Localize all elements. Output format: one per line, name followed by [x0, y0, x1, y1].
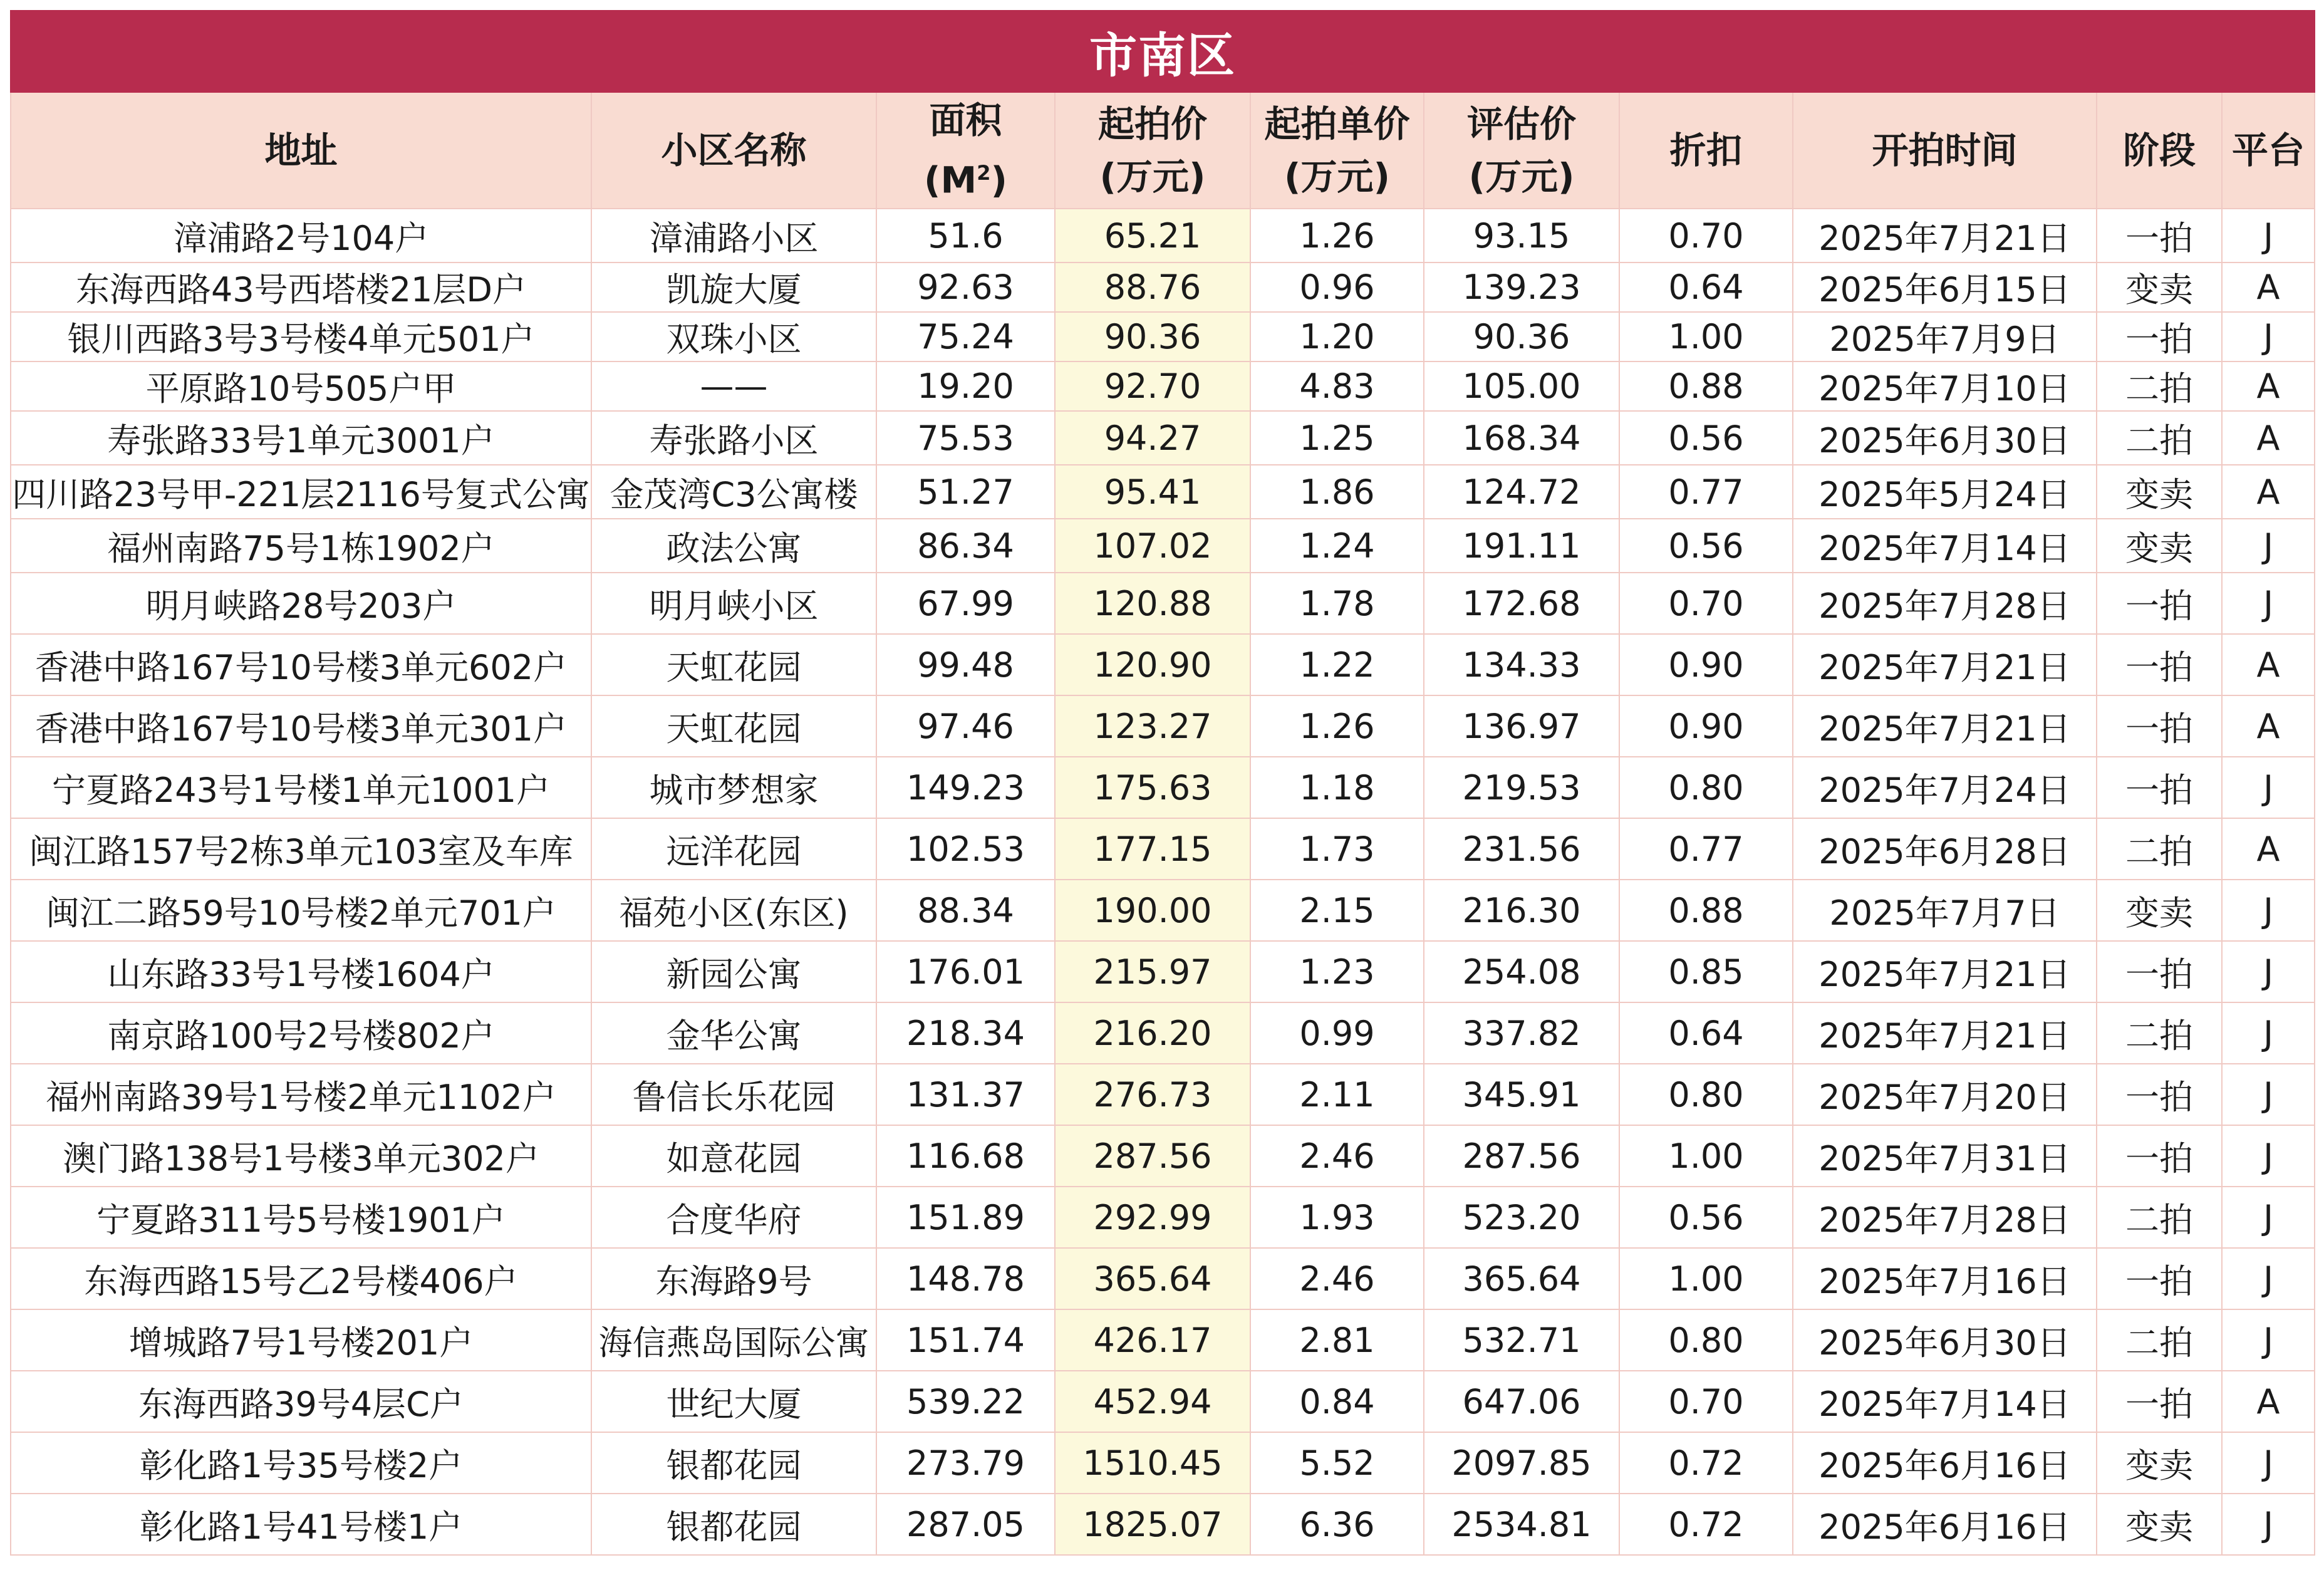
- cell-start-price: 177.15: [1055, 818, 1250, 880]
- cell-unit-price: 1.22: [1250, 634, 1424, 695]
- header-eval-price: [1424, 92, 1619, 209]
- table-row: [11, 695, 2315, 757]
- cell-community: 福苑小区(东区): [591, 880, 876, 941]
- cell-start-price: 452.94: [1055, 1371, 1250, 1432]
- cell-auction-time: 2025年7月28日: [1793, 573, 2097, 634]
- cell-address: 香港中路167号10号楼3单元602户: [11, 634, 591, 695]
- cell-community: 金华公寓: [591, 1002, 876, 1064]
- cell-stage: 一拍: [2097, 1125, 2222, 1187]
- table-row: [11, 573, 2315, 634]
- cell-eval-price: 337.82: [1424, 1002, 1619, 1064]
- cell-community: 天虹花园: [591, 634, 876, 695]
- cell-address: 东海西路43号西塔楼21层D户: [11, 263, 591, 312]
- cell-platform: J: [2222, 1002, 2315, 1064]
- cell-eval-price: 523.20: [1424, 1187, 1619, 1248]
- cell-platform: A: [2222, 263, 2315, 312]
- cell-eval-price: 254.08: [1424, 941, 1619, 1002]
- cell-platform: A: [2222, 361, 2315, 411]
- cell-unit-price: 1.93: [1250, 1187, 1424, 1248]
- cell-area: 51.6: [876, 209, 1055, 263]
- cell-stage: 一拍: [2097, 1248, 2222, 1309]
- table-row: [11, 941, 2315, 1002]
- cell-platform: A: [2222, 1371, 2315, 1432]
- cell-start-price: 287.56: [1055, 1125, 1250, 1187]
- cell-area: 218.34: [876, 1002, 1055, 1064]
- cell-eval-price: 365.64: [1424, 1248, 1619, 1309]
- header-eval-price-line1: 评估价: [1466, 103, 1576, 145]
- cell-address: 彰化路1号41号楼1户: [11, 1494, 591, 1555]
- cell-eval-price: 124.72: [1424, 465, 1619, 519]
- cell-start-price: 95.41: [1055, 465, 1250, 519]
- table-row: [11, 1432, 2315, 1494]
- cell-eval-price: 168.34: [1424, 411, 1619, 465]
- cell-eval-price: 647.06: [1424, 1371, 1619, 1432]
- table-body: [11, 209, 2315, 1555]
- cell-community: 城市梦想家: [591, 757, 876, 818]
- cell-auction-time: 2025年7月20日: [1793, 1064, 2097, 1125]
- header-discount: 折扣: [1619, 92, 1793, 209]
- cell-unit-price: 2.15: [1250, 880, 1424, 941]
- cell-auction-time: 2025年7月16日: [1793, 1248, 2097, 1309]
- cell-auction-time: 2025年6月15日: [1793, 263, 2097, 312]
- cell-unit-price: 1.26: [1250, 695, 1424, 757]
- cell-discount: 0.80: [1619, 1309, 1793, 1371]
- cell-stage: 一拍: [2097, 1064, 2222, 1125]
- cell-address: 宁夏路311号5号楼1901户: [11, 1187, 591, 1248]
- cell-unit-price: 1.25: [1250, 411, 1424, 465]
- cell-auction-time: 2025年7月9日: [1793, 312, 2097, 361]
- cell-community: 漳浦路小区: [591, 209, 876, 263]
- cell-address: 山东路33号1号楼1604户: [11, 941, 591, 1002]
- cell-auction-time: 2025年7月14日: [1793, 519, 2097, 573]
- cell-area: 287.05: [876, 1494, 1055, 1555]
- cell-discount: 0.70: [1619, 573, 1793, 634]
- cell-area: 148.78: [876, 1248, 1055, 1309]
- cell-discount: 0.88: [1619, 361, 1793, 411]
- header-platform: 平台: [2222, 92, 2315, 209]
- cell-eval-price: 191.11: [1424, 519, 1619, 573]
- header-start-price: [1055, 92, 1250, 209]
- cell-community: 天虹花园: [591, 695, 876, 757]
- cell-community: 世纪大厦: [591, 1371, 876, 1432]
- cell-stage: 二拍: [2097, 361, 2222, 411]
- cell-platform: J: [2222, 1432, 2315, 1494]
- cell-community: 凯旋大厦: [591, 263, 876, 312]
- table-row: [11, 209, 2315, 263]
- cell-platform: J: [2222, 757, 2315, 818]
- cell-platform: J: [2222, 1187, 2315, 1248]
- cell-area: 151.89: [876, 1187, 1055, 1248]
- cell-auction-time: 2025年7月10日: [1793, 361, 2097, 411]
- cell-community: 寿张路小区: [591, 411, 876, 465]
- header-unit-price-line2: (万元): [1284, 155, 1391, 198]
- cell-start-price: 88.76: [1055, 263, 1250, 312]
- table-row: [11, 1002, 2315, 1064]
- cell-unit-price: 1.26: [1250, 209, 1424, 263]
- cell-address: 闽江路157号2栋3单元103室及车库: [11, 818, 591, 880]
- cell-stage: 变卖: [2097, 1432, 2222, 1494]
- cell-platform: J: [2222, 1248, 2315, 1309]
- cell-address: 增城路7号1号楼201户: [11, 1309, 591, 1371]
- cell-eval-price: 134.33: [1424, 634, 1619, 695]
- cell-unit-price: 1.23: [1250, 941, 1424, 1002]
- cell-start-price: 120.90: [1055, 634, 1250, 695]
- cell-start-price: 1510.45: [1055, 1432, 1250, 1494]
- cell-unit-price: 2.11: [1250, 1064, 1424, 1125]
- header-eval-price-line2: (万元): [1468, 155, 1575, 198]
- cell-discount: 0.80: [1619, 757, 1793, 818]
- cell-address: 银川西路3号3号楼4单元501户: [11, 312, 591, 361]
- cell-address: 明月峡路28号203户: [11, 573, 591, 634]
- cell-community: 政法公寓: [591, 519, 876, 573]
- cell-eval-price: 2097.85: [1424, 1432, 1619, 1494]
- cell-auction-time: 2025年7月28日: [1793, 1187, 2097, 1248]
- cell-address: 澳门路138号1号楼3单元302户: [11, 1125, 591, 1187]
- cell-discount: 0.72: [1619, 1494, 1793, 1555]
- cell-area: 116.68: [876, 1125, 1055, 1187]
- header-area-line2: (M: [923, 159, 977, 202]
- cell-stage: 一拍: [2097, 312, 2222, 361]
- cell-community: 合度华府: [591, 1187, 876, 1248]
- cell-community: 新园公寓: [591, 941, 876, 1002]
- cell-stage: 二拍: [2097, 1187, 2222, 1248]
- cell-platform: A: [2222, 695, 2315, 757]
- table-row: [11, 411, 2315, 465]
- cell-start-price: 65.21: [1055, 209, 1250, 263]
- cell-address: 南京路100号2号楼802户: [11, 1002, 591, 1064]
- cell-stage: 二拍: [2097, 1002, 2222, 1064]
- cell-eval-price: 136.97: [1424, 695, 1619, 757]
- cell-start-price: 90.36: [1055, 312, 1250, 361]
- cell-auction-time: 2025年7月14日: [1793, 1371, 2097, 1432]
- header-area-sup: 2: [977, 161, 991, 185]
- cell-stage: 一拍: [2097, 1371, 2222, 1432]
- cell-discount: 0.90: [1619, 695, 1793, 757]
- cell-address: 四川路23号甲-221层2116号复式公寓: [11, 465, 591, 519]
- header-auction-time: 开拍时间: [1793, 92, 2097, 209]
- header-unit-price: [1250, 92, 1424, 209]
- cell-discount: 0.77: [1619, 465, 1793, 519]
- cell-start-price: 190.00: [1055, 880, 1250, 941]
- cell-start-price: 120.88: [1055, 573, 1250, 634]
- cell-area: 75.24: [876, 312, 1055, 361]
- cell-discount: 0.90: [1619, 634, 1793, 695]
- cell-auction-time: 2025年6月30日: [1793, 411, 2097, 465]
- header-start-price-line2: (万元): [1099, 155, 1206, 198]
- cell-area: 19.20: [876, 361, 1055, 411]
- cell-eval-price: 345.91: [1424, 1064, 1619, 1125]
- cell-auction-time: 2025年7月21日: [1793, 209, 2097, 263]
- cell-unit-price: 1.73: [1250, 818, 1424, 880]
- cell-community: 银都花园: [591, 1432, 876, 1494]
- cell-address: 漳浦路2号104户: [11, 209, 591, 263]
- table-row: [11, 1494, 2315, 1555]
- cell-discount: 0.70: [1619, 1371, 1793, 1432]
- cell-area: 131.37: [876, 1064, 1055, 1125]
- cell-start-price: 123.27: [1055, 695, 1250, 757]
- cell-auction-time: 2025年6月16日: [1793, 1432, 2097, 1494]
- auction-table: [10, 10, 2315, 1556]
- cell-auction-time: 2025年7月21日: [1793, 634, 2097, 695]
- cell-community: 明月峡小区: [591, 573, 876, 634]
- cell-eval-price: 93.15: [1424, 209, 1619, 263]
- cell-unit-price: 1.78: [1250, 573, 1424, 634]
- table-row: [11, 465, 2315, 519]
- cell-start-price: 365.64: [1055, 1248, 1250, 1309]
- cell-unit-price: 2.46: [1250, 1125, 1424, 1187]
- cell-stage: 一拍: [2097, 941, 2222, 1002]
- cell-address: 福州南路75号1栋1902户: [11, 519, 591, 573]
- cell-discount: 0.64: [1619, 1002, 1793, 1064]
- cell-unit-price: 6.36: [1250, 1494, 1424, 1555]
- cell-platform: A: [2222, 465, 2315, 519]
- cell-eval-price: 105.00: [1424, 361, 1619, 411]
- cell-platform: A: [2222, 411, 2315, 465]
- table-row: [11, 757, 2315, 818]
- cell-discount: 1.00: [1619, 1248, 1793, 1309]
- table-title: 市南区: [11, 11, 2315, 92]
- cell-platform: J: [2222, 1494, 2315, 1555]
- cell-platform: J: [2222, 941, 2315, 1002]
- cell-stage: 二拍: [2097, 1309, 2222, 1371]
- cell-stage: 变卖: [2097, 263, 2222, 312]
- cell-platform: J: [2222, 1309, 2315, 1371]
- cell-stage: 一拍: [2097, 634, 2222, 695]
- cell-eval-price: 287.56: [1424, 1125, 1619, 1187]
- cell-address: 平原路10号505户甲: [11, 361, 591, 411]
- cell-start-price: 107.02: [1055, 519, 1250, 573]
- header-address: 地址: [11, 92, 591, 209]
- cell-area: 75.53: [876, 411, 1055, 465]
- cell-discount: 1.00: [1619, 1125, 1793, 1187]
- cell-discount: 0.56: [1619, 411, 1793, 465]
- cell-address: 香港中路167号10号楼3单元301户: [11, 695, 591, 757]
- table-row: [11, 634, 2315, 695]
- cell-discount: 0.88: [1619, 880, 1793, 941]
- cell-start-price: 216.20: [1055, 1002, 1250, 1064]
- cell-platform: J: [2222, 1064, 2315, 1125]
- cell-community: 金茂湾C3公寓楼: [591, 465, 876, 519]
- cell-auction-time: 2025年7月21日: [1793, 1002, 2097, 1064]
- cell-auction-time: 2025年7月21日: [1793, 695, 2097, 757]
- cell-address: 东海西路39号4层C户: [11, 1371, 591, 1432]
- cell-discount: 0.80: [1619, 1064, 1793, 1125]
- cell-community: ——: [591, 361, 876, 411]
- cell-area: 97.46: [876, 695, 1055, 757]
- cell-platform: J: [2222, 209, 2315, 263]
- cell-start-price: 92.70: [1055, 361, 1250, 411]
- header-community: 小区名称: [591, 92, 876, 209]
- cell-start-price: 426.17: [1055, 1309, 1250, 1371]
- cell-area: 151.74: [876, 1309, 1055, 1371]
- cell-address: 闽江二路59号10号楼2单元701户: [11, 880, 591, 941]
- cell-eval-price: 172.68: [1424, 573, 1619, 634]
- cell-area: 99.48: [876, 634, 1055, 695]
- cell-stage: 二拍: [2097, 818, 2222, 880]
- cell-area: 176.01: [876, 941, 1055, 1002]
- cell-platform: A: [2222, 634, 2315, 695]
- cell-unit-price: 1.18: [1250, 757, 1424, 818]
- cell-eval-price: 219.53: [1424, 757, 1619, 818]
- cell-discount: 0.85: [1619, 941, 1793, 1002]
- cell-area: 88.34: [876, 880, 1055, 941]
- table-row: [11, 312, 2315, 361]
- cell-platform: J: [2222, 519, 2315, 573]
- cell-stage: 变卖: [2097, 465, 2222, 519]
- cell-community: 银都花园: [591, 1494, 876, 1555]
- table-row: [11, 880, 2315, 941]
- header-area-line2-end: ): [990, 159, 1007, 202]
- cell-start-price: 94.27: [1055, 411, 1250, 465]
- cell-eval-price: 139.23: [1424, 263, 1619, 312]
- cell-stage: 一拍: [2097, 573, 2222, 634]
- cell-start-price: 175.63: [1055, 757, 1250, 818]
- cell-area: 92.63: [876, 263, 1055, 312]
- cell-unit-price: 0.99: [1250, 1002, 1424, 1064]
- cell-unit-price: 1.20: [1250, 312, 1424, 361]
- cell-discount: 0.56: [1619, 519, 1793, 573]
- cell-unit-price: 2.81: [1250, 1309, 1424, 1371]
- cell-stage: 二拍: [2097, 411, 2222, 465]
- cell-start-price: 1825.07: [1055, 1494, 1250, 1555]
- cell-auction-time: 2025年7月21日: [1793, 941, 2097, 1002]
- cell-auction-time: 2025年7月31日: [1793, 1125, 2097, 1187]
- cell-unit-price: 4.83: [1250, 361, 1424, 411]
- cell-address: 福州南路39号1号楼2单元1102户: [11, 1064, 591, 1125]
- cell-stage: 变卖: [2097, 519, 2222, 573]
- cell-area: 86.34: [876, 519, 1055, 573]
- cell-area: 273.79: [876, 1432, 1055, 1494]
- cell-start-price: 276.73: [1055, 1064, 1250, 1125]
- header-start-price-line1: 起拍价: [1097, 103, 1207, 145]
- cell-platform: A: [2222, 818, 2315, 880]
- cell-unit-price: 0.96: [1250, 263, 1424, 312]
- header-row: [11, 92, 2315, 209]
- cell-community: 远洋花园: [591, 818, 876, 880]
- cell-platform: J: [2222, 573, 2315, 634]
- cell-community: 如意花园: [591, 1125, 876, 1187]
- cell-auction-time: 2025年7月24日: [1793, 757, 2097, 818]
- cell-auction-time: 2025年6月16日: [1793, 1494, 2097, 1555]
- cell-stage: 一拍: [2097, 209, 2222, 263]
- cell-discount: 0.77: [1619, 818, 1793, 880]
- cell-eval-price: 90.36: [1424, 312, 1619, 361]
- table-row: [11, 1064, 2315, 1125]
- cell-eval-price: 532.71: [1424, 1309, 1619, 1371]
- cell-address: 东海西路15号乙2号楼406户: [11, 1248, 591, 1309]
- cell-address: 寿张路33号1单元3001户: [11, 411, 591, 465]
- cell-area: 67.99: [876, 573, 1055, 634]
- cell-start-price: 292.99: [1055, 1187, 1250, 1248]
- cell-unit-price: 5.52: [1250, 1432, 1424, 1494]
- table-row: [11, 1125, 2315, 1187]
- cell-unit-price: 1.86: [1250, 465, 1424, 519]
- cell-community: 鲁信长乐花园: [591, 1064, 876, 1125]
- cell-eval-price: 216.30: [1424, 880, 1619, 941]
- cell-auction-time: 2025年6月30日: [1793, 1309, 2097, 1371]
- cell-discount: 1.00: [1619, 312, 1793, 361]
- cell-stage: 变卖: [2097, 1494, 2222, 1555]
- cell-area: 51.27: [876, 465, 1055, 519]
- cell-stage: 变卖: [2097, 880, 2222, 941]
- cell-auction-time: 2025年5月24日: [1793, 465, 2097, 519]
- cell-platform: J: [2222, 880, 2315, 941]
- cell-eval-price: 2534.81: [1424, 1494, 1619, 1555]
- cell-community: 海信燕岛国际公寓: [591, 1309, 876, 1371]
- cell-start-price: 215.97: [1055, 941, 1250, 1002]
- table-row: [11, 818, 2315, 880]
- cell-eval-price: 231.56: [1424, 818, 1619, 880]
- cell-unit-price: 0.84: [1250, 1371, 1424, 1432]
- cell-stage: 一拍: [2097, 757, 2222, 818]
- cell-area: 102.53: [876, 818, 1055, 880]
- header-unit-price-line1: 起拍单价: [1264, 103, 1410, 145]
- cell-unit-price: 1.24: [1250, 519, 1424, 573]
- header-area: [876, 92, 1055, 209]
- header-area-line1: 面积: [929, 99, 1002, 142]
- cell-auction-time: 2025年7月7日: [1793, 880, 2097, 941]
- table-row: [11, 361, 2315, 411]
- table-row: [11, 519, 2315, 573]
- cell-community: 双珠小区: [591, 312, 876, 361]
- cell-stage: 一拍: [2097, 695, 2222, 757]
- table-row: [11, 1371, 2315, 1432]
- table-row: [11, 263, 2315, 312]
- cell-address: 彰化路1号35号楼2户: [11, 1432, 591, 1494]
- header-stage: 阶段: [2097, 92, 2222, 209]
- table-row: [11, 1309, 2315, 1371]
- cell-unit-price: 2.46: [1250, 1248, 1424, 1309]
- cell-discount: 0.64: [1619, 263, 1793, 312]
- cell-area: 539.22: [876, 1371, 1055, 1432]
- cell-auction-time: 2025年6月28日: [1793, 818, 2097, 880]
- cell-area: 149.23: [876, 757, 1055, 818]
- cell-discount: 0.56: [1619, 1187, 1793, 1248]
- table-row: [11, 1248, 2315, 1309]
- cell-discount: 0.72: [1619, 1432, 1793, 1494]
- cell-address: 宁夏路243号1号楼1单元1001户: [11, 757, 591, 818]
- cell-discount: 0.70: [1619, 209, 1793, 263]
- cell-platform: J: [2222, 312, 2315, 361]
- cell-platform: J: [2222, 1125, 2315, 1187]
- cell-community: 东海路9号: [591, 1248, 876, 1309]
- table-row: [11, 1187, 2315, 1248]
